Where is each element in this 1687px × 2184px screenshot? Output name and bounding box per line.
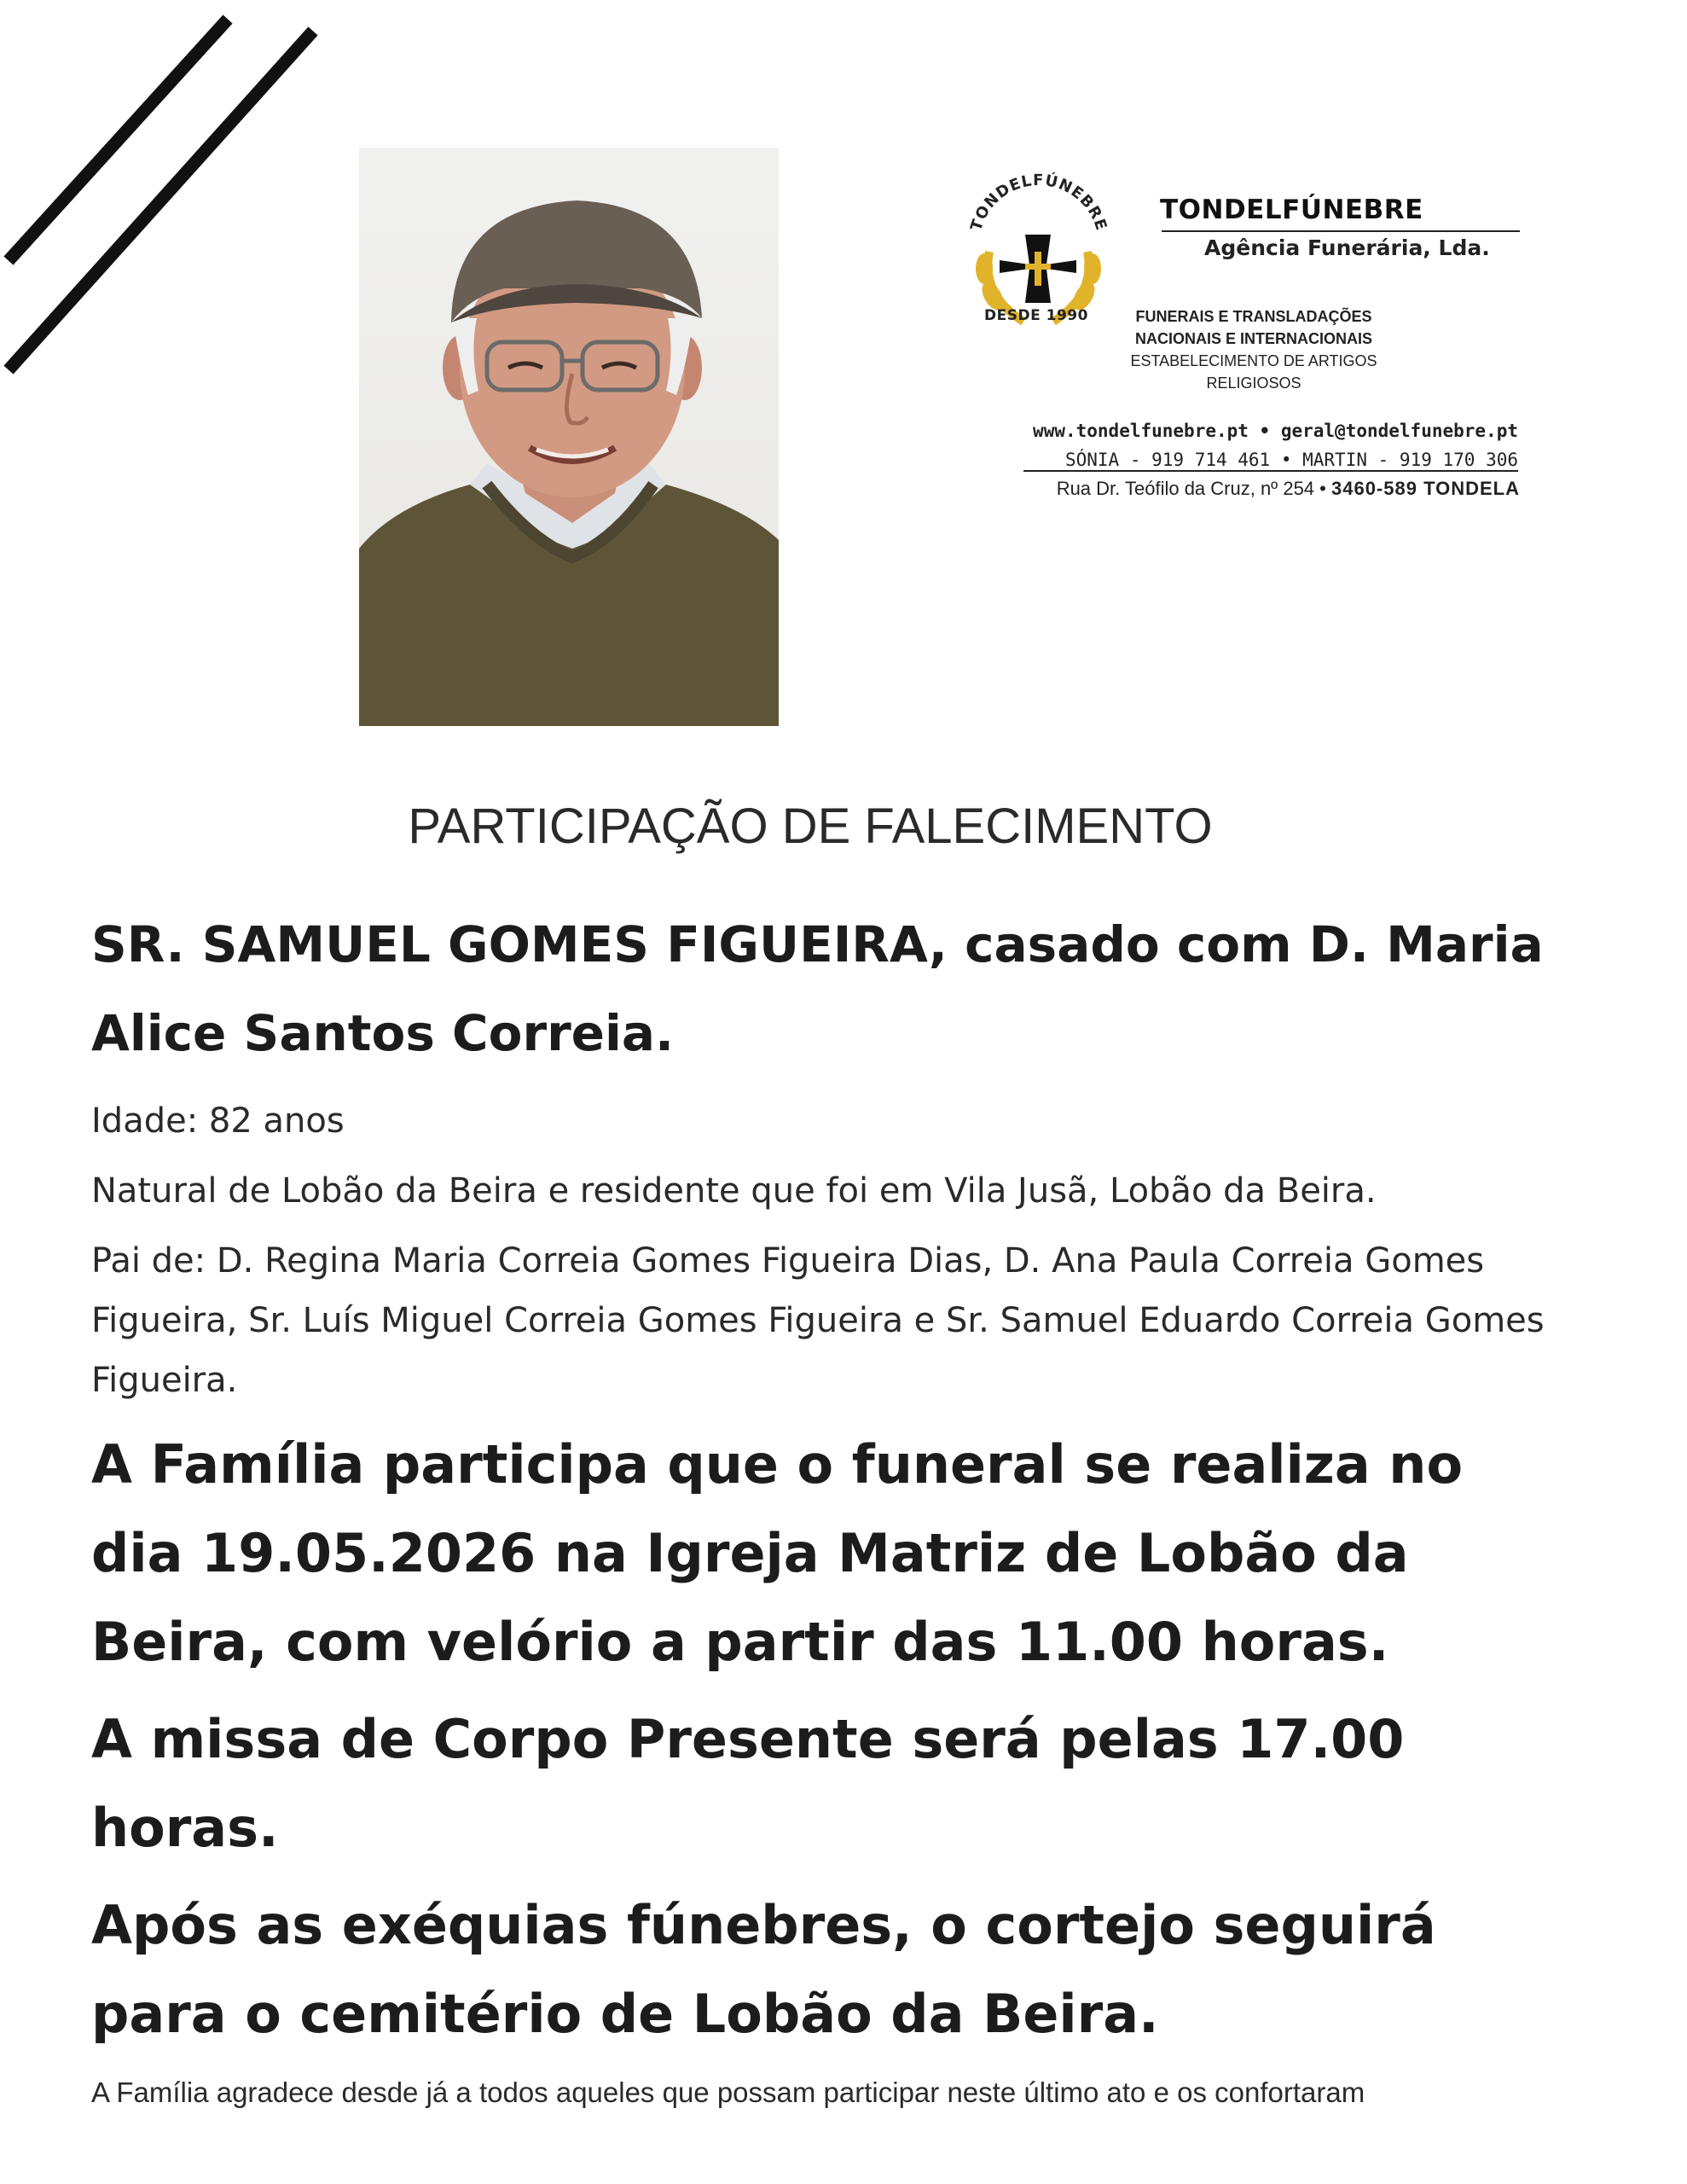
address-street: Rua Dr. Teófilo da Cruz, nº 254 • <box>1056 478 1326 499</box>
deceased-origin: Natural de Lobão da Beira e residente que foi em Vila Jusã, Lobão da Beira. <box>91 1171 1377 1211</box>
agency-logo <box>955 166 1122 371</box>
services-line-1: FUNERAIS E TRANSLADAÇÕES <box>1135 308 1372 325</box>
mourning-ribbon <box>0 0 324 384</box>
notice-body <box>91 900 1558 2111</box>
agency-name-underline <box>1162 230 1520 232</box>
funeral-details: A Família participa que o funeral se realiza no dia 19.05.2026 na Igreja Matriz de Lobão da Beira, com velório a partir das 11.00 horas. <box>91 1433 1464 1673</box>
address-postal: 3460-589 TONDELA <box>1330 478 1520 499</box>
deceased-children: Pai de: D. Regina Maria Correia Gomes Figueira Dias, D. Ana Paula Correia Gomes Figueira, Sr. Luís Miguel Correia Gomes Figueira e Sr. Samuel Eduardo Correia Gomes Figueira. <box>91 1241 1545 1400</box>
agency-phones: SÓNIA - 919 714 461 • MARTIN - 919 170 306 <box>1064 450 1518 470</box>
family-thanks: A Família agradece desde já a todos aqueles que possam participar neste último ato e os confortaram <box>91 2077 1365 2108</box>
procession-details: Após as exéquias fúnebres, o cortejo seguirá para o cemitério de Lobão da Beira. <box>91 1894 1436 2045</box>
agency-since: DESDE 1990 <box>984 307 1088 324</box>
notice-title: PARTICIPAÇÃO DE FALECIMENTO <box>408 799 1213 854</box>
services-line-3: ESTABELECIMENTO DE ARTIGOS RELIGIOSOS <box>1130 352 1377 392</box>
agency-header <box>938 154 1535 512</box>
agency-services <box>1109 305 1399 394</box>
agency-address <box>938 478 1520 500</box>
deceased-age: Idade: 82 anos <box>91 1101 345 1141</box>
mass-details: A missa de Corpo Presente será pelas 17.00 horas. <box>91 1708 1405 1859</box>
portrait-photo <box>359 148 779 726</box>
svg-text:TONDELFÚNEBRE: TONDELFÚNEBRE <box>967 171 1110 234</box>
contacts-divider <box>1023 470 1518 472</box>
agency-name: TONDELFÚNEBRE <box>1160 195 1423 225</box>
agency-web-email: www.tondelfunebre.pt • geral@tondelfunebre.pt <box>1033 421 1518 441</box>
agency-subtitle: Agência Funerária, Lda. <box>1204 235 1490 260</box>
agency-contacts <box>938 416 1518 474</box>
services-line-2: NACIONAIS E INTERNACIONAIS <box>1134 330 1372 347</box>
deceased-name: SR. SAMUEL GOMES FIGUEIRA, casado com D. Maria Alice Santos Correia. <box>91 915 1544 1062</box>
